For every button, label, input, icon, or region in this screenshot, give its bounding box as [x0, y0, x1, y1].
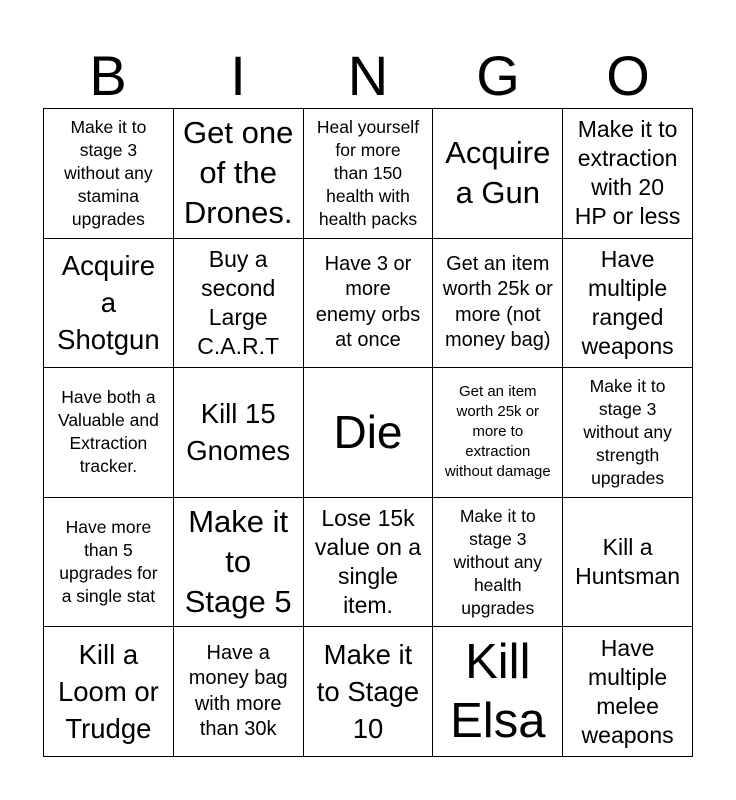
bingo-cell[interactable] [304, 627, 434, 757]
bingo-cell[interactable] [174, 239, 304, 369]
bingo-cell[interactable] [174, 498, 304, 628]
header-letter-n: N [347, 44, 389, 107]
bingo-cell-text: Have multiple melee weapons [581, 634, 674, 748]
bingo-cell-text: Have more than 5 upgrades for a single stat [59, 517, 158, 607]
bingo-cell[interactable] [44, 368, 174, 498]
header-letter-b: B [89, 44, 127, 107]
bingo-cell-text: Have both a Valuable and Extraction tracker. [57, 387, 159, 477]
bingo-cell[interactable] [563, 627, 693, 757]
bingo-cell-text: Acquire a Shotgun [57, 250, 160, 356]
bingo-cell-text: Make it to Stage 5 [184, 504, 292, 620]
bingo-cell-text: Acquire a Gun [445, 135, 551, 211]
bingo-cell-text: Kill a Huntsman [575, 534, 680, 590]
bingo-cell-text: Kill a Loom or Trudge [57, 639, 159, 745]
bingo-cell[interactable] [563, 239, 693, 369]
bingo-cell-text: Heal yourself for more than 150 health with health packs [316, 116, 420, 229]
bingo-cell-text: Die [333, 406, 403, 459]
bingo-cell[interactable] [563, 368, 693, 498]
bingo-cell[interactable] [433, 498, 563, 628]
bingo-cell[interactable] [433, 627, 563, 757]
bingo-cell[interactable] [563, 109, 693, 239]
bingo-cell-text: Lose 15k value on a single item. [314, 505, 422, 619]
bingo-cell-text: Kill Elsa [450, 634, 546, 748]
bingo-cell-text: Make it to stage 3 without any health upgrades [453, 505, 543, 618]
bingo-cell[interactable] [44, 239, 174, 369]
bingo-cell[interactable] [44, 498, 174, 628]
bingo-cell[interactable] [433, 368, 563, 498]
bingo-cell[interactable] [44, 109, 174, 239]
bingo-cell[interactable] [304, 109, 434, 239]
bingo-cell[interactable] [563, 498, 693, 628]
header-letter-i: I [230, 44, 246, 107]
header-letter-g: G [476, 44, 520, 107]
bingo-cell[interactable] [174, 627, 304, 757]
bingo-cell-text: Get an item worth 25k or more to extraction without damage [444, 383, 551, 481]
bingo-cell[interactable] [304, 368, 434, 498]
bingo-cell[interactable] [174, 109, 304, 239]
bingo-cell-text: Have 3 or more enemy orbs at once [315, 252, 421, 352]
bingo-cell[interactable] [433, 239, 563, 369]
bingo-cell-text: Buy a second Large C.A.R.T [197, 245, 280, 359]
bingo-header [43, 44, 693, 108]
bingo-cell-text: Get one of the Drones. [183, 115, 294, 231]
bingo-cell-text: Kill 15 Gnomes [186, 398, 291, 467]
bingo-cell-text: Have a money bag with more than 30k [188, 641, 288, 741]
bingo-cell-text: Get an item worth 25k or more (not money bag) [442, 252, 553, 352]
bingo-cell[interactable] [304, 498, 434, 628]
bingo-grid [43, 108, 693, 757]
bingo-cell[interactable] [174, 368, 304, 498]
bingo-cell-text: Make it to stage 3 without any strength upgrades [583, 375, 672, 488]
bingo-cell[interactable] [44, 627, 174, 757]
bingo-cell[interactable] [304, 239, 434, 369]
bingo-cell-text: Make it to Stage 10 [316, 639, 420, 745]
header-letter-o: O [606, 44, 650, 107]
bingo-cell-text: Have multiple ranged weapons [581, 245, 674, 359]
bingo-cell-text: Make it to extraction with 20 HP or less [574, 116, 681, 230]
bingo-cell[interactable] [433, 109, 563, 239]
bingo-cell-text: Make it to stage 3 without any stamina upgrades [64, 116, 153, 229]
